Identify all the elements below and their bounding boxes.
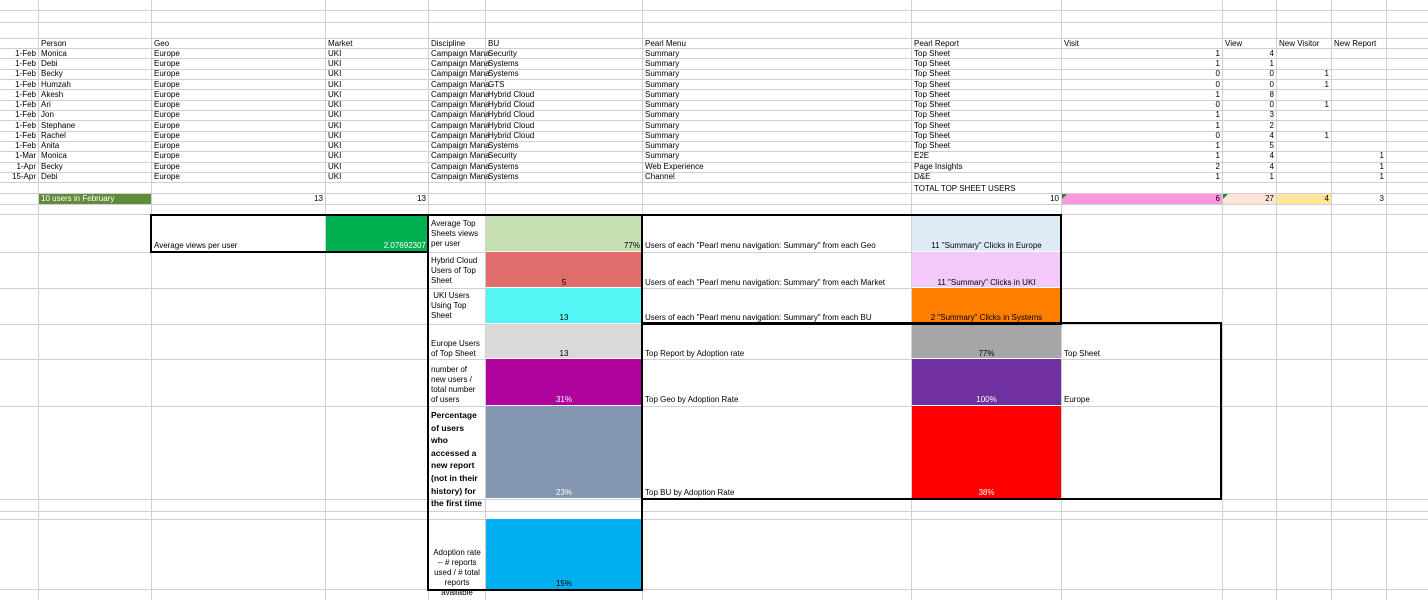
cell-date[interactable]: 1-Feb — [15, 110, 36, 120]
cell-view[interactable]: 4 — [1269, 161, 1274, 171]
header-geo[interactable]: Geo — [154, 39, 170, 48]
cell-menu[interactable]: Summary — [645, 141, 680, 151]
cell-view[interactable]: 4 — [1269, 130, 1274, 140]
cell-view[interactable]: 0 — [1269, 79, 1274, 89]
cell-visit[interactable]: 0 — [1215, 79, 1220, 89]
cell-new-report[interactable]: 1 — [1379, 151, 1384, 161]
cell-view[interactable]: 0 — [1269, 100, 1274, 110]
new-visitor-total[interactable]: 4 — [1324, 194, 1329, 203]
cell-geo[interactable]: Europe — [154, 59, 180, 69]
cell-market[interactable]: UKI — [328, 110, 342, 120]
cell-view[interactable]: 4 — [1269, 49, 1274, 58]
top-geo-value[interactable]: 100% — [976, 395, 997, 404]
top-report-value[interactable]: 77% — [978, 349, 995, 358]
cell-person[interactable]: Anita — [41, 141, 60, 151]
geo-total[interactable]: 13 — [314, 194, 323, 203]
cell-market[interactable]: UKI — [328, 49, 342, 58]
cell-date[interactable]: 1-Apr — [16, 161, 36, 171]
cell-market[interactable]: UKI — [328, 171, 342, 181]
cell-market[interactable]: UKI — [328, 89, 342, 99]
cell-discipline[interactable]: Campaign Mana — [431, 110, 490, 120]
summary-market-value[interactable]: 11 "Summary" Clicks in UKI — [937, 278, 1036, 287]
grid-line — [0, 214, 1428, 215]
cell-date[interactable]: 1-Feb — [15, 130, 36, 140]
cell-report[interactable]: Top Sheet — [914, 130, 951, 140]
cell-geo[interactable]: Europe — [154, 89, 180, 99]
summary-bu-desc[interactable]: Users of each "Pearl menu navigation: Summary" from each BU — [645, 313, 872, 322]
cell-discipline[interactable]: Campaign Mana — [431, 79, 490, 89]
cell-date[interactable]: 1-Feb — [15, 59, 36, 69]
cell-report[interactable]: Top Sheet — [914, 110, 951, 120]
header-discipline[interactable]: Discipline — [431, 39, 466, 48]
cell-visit[interactable]: 1 — [1215, 141, 1220, 151]
cell-market[interactable]: UKI — [328, 59, 342, 69]
cell-menu[interactable]: Summary — [645, 100, 680, 110]
cell-market[interactable]: UKI — [328, 130, 342, 140]
cell-market[interactable]: UKI — [328, 141, 342, 151]
new-users-label[interactable]: number of new users / total number of users — [431, 365, 476, 404]
cell-person[interactable]: Becky — [41, 69, 63, 79]
header-visit[interactable]: Visit — [1064, 39, 1079, 48]
grid-line — [0, 359, 1428, 360]
cell-view[interactable]: 8 — [1269, 89, 1274, 99]
report-total[interactable]: 10 — [1050, 194, 1059, 203]
cell-date[interactable]: 15-Apr — [11, 171, 36, 181]
summary-geo-value[interactable]: 11 "Summary" Clicks in Europe — [931, 241, 1042, 250]
cell-report[interactable]: Top Sheet — [914, 100, 951, 110]
hybrid-cloud-value[interactable]: 5 — [561, 278, 567, 287]
new-users-value[interactable]: 31% — [555, 395, 572, 404]
cell-view[interactable]: 1 — [1269, 59, 1274, 69]
pct-new-report-fill — [486, 406, 642, 498]
cell-bu[interactable]: Systems — [488, 69, 519, 79]
cell-menu[interactable]: Summary — [645, 89, 680, 99]
top-geo-name[interactable]: Europe — [1064, 395, 1090, 404]
top-report-name[interactable]: Top Sheet — [1064, 349, 1101, 358]
cell-view[interactable]: 5 — [1269, 141, 1274, 151]
cell-person[interactable]: Becky — [41, 161, 63, 171]
cell-bu[interactable]: Hybrid Cloud — [488, 89, 535, 99]
cell-view[interactable]: 0 — [1269, 69, 1274, 79]
cell-visit[interactable]: 2 — [1215, 161, 1220, 171]
cell-visit[interactable]: 1 — [1215, 59, 1220, 69]
cell-date[interactable]: 1-Feb — [15, 49, 36, 58]
europe-users-label[interactable]: Europe Users of Top Sheet — [431, 339, 480, 358]
cell-bu[interactable]: Systems — [488, 141, 519, 151]
cell-report[interactable]: E2E — [914, 151, 930, 161]
visit-total[interactable]: 6 — [1215, 194, 1220, 203]
cell-geo[interactable]: Europe — [154, 120, 180, 130]
header-market[interactable]: Market — [328, 39, 353, 48]
cell-bu[interactable]: Systems — [488, 59, 519, 69]
grid-line — [0, 589, 1428, 590]
cell-geo[interactable]: Europe — [154, 141, 180, 151]
cell-market[interactable]: UKI — [328, 100, 342, 110]
cell-report[interactable]: Top Sheet — [914, 49, 951, 58]
grid-line — [0, 519, 1428, 520]
header-new-visitor[interactable]: New Visitor — [1279, 39, 1320, 48]
cell-report[interactable]: Top Sheet — [914, 141, 951, 151]
cell-visit[interactable]: 1 — [1215, 110, 1220, 120]
cell-visit[interactable]: 1 — [1215, 151, 1220, 161]
cell-discipline[interactable]: Campaign Mana — [431, 130, 490, 140]
adoption-rate-value[interactable]: 15% — [555, 579, 572, 588]
cell-report[interactable]: Top Sheet — [914, 69, 951, 79]
cell-person[interactable]: Akesh — [41, 89, 64, 99]
total-top-sheet-label[interactable]: TOTAL TOP SHEET USERS — [914, 184, 1016, 193]
cell-geo[interactable]: Europe — [154, 171, 180, 181]
summary-bu-value[interactable]: 2 "Summary" Clicks in Systems — [930, 313, 1043, 322]
grid-line — [0, 22, 1428, 23]
cell-person[interactable]: Debi — [41, 59, 58, 69]
cell-date[interactable]: 1-Feb — [15, 79, 36, 89]
cell-geo[interactable]: Europe — [154, 151, 180, 161]
cell-person[interactable]: Monica — [41, 49, 67, 58]
cell-market[interactable]: UKI — [328, 79, 342, 89]
cell-menu[interactable]: Web Experience — [645, 161, 704, 171]
pct-new-report-value[interactable]: 23% — [555, 488, 572, 497]
header-pearl-menu[interactable]: Pearl Menu — [645, 39, 686, 48]
cell-discipline[interactable]: Campaign Mana — [431, 161, 490, 171]
cell-view[interactable]: 3 — [1269, 110, 1274, 120]
market-total[interactable]: 13 — [417, 194, 426, 203]
cell-menu[interactable]: Summary — [645, 79, 680, 89]
cell-discipline[interactable]: Campaign Mana — [431, 69, 490, 79]
cell-menu[interactable]: Summary — [645, 69, 680, 79]
header-new-report[interactable]: New Report — [1334, 39, 1377, 48]
cell-visit[interactable]: 0 — [1215, 100, 1220, 110]
cell-geo[interactable]: Europe — [154, 69, 180, 79]
cell-report[interactable]: Top Sheet — [914, 59, 951, 69]
cell-report[interactable]: Top Sheet — [914, 89, 951, 99]
cell-menu[interactable]: Summary — [645, 151, 680, 161]
grid-line — [0, 499, 1428, 500]
cell-discipline[interactable]: Campaign Mana — [431, 100, 490, 110]
cell-geo[interactable]: Europe — [154, 100, 180, 110]
cell-new-report[interactable]: 1 — [1379, 171, 1384, 181]
cell-market[interactable]: UKI — [328, 151, 342, 161]
cell-report[interactable]: D&E — [914, 171, 931, 181]
header-pearl-report[interactable]: Pearl Report — [914, 39, 959, 48]
cell-new-visitor[interactable]: 1 — [1324, 130, 1329, 140]
europe-users-value[interactable]: 13 — [559, 349, 569, 358]
cell-bu[interactable]: Systems — [488, 161, 519, 171]
cell-new-visitor[interactable]: 1 — [1324, 79, 1329, 89]
cell-date[interactable]: 1-Feb — [15, 69, 36, 79]
cell-new-report[interactable]: 1 — [1379, 161, 1384, 171]
cell-report[interactable]: Page Insights — [914, 161, 963, 171]
avg-views-label[interactable]: Average views per user — [154, 241, 238, 250]
cell-report[interactable]: Top Sheet — [914, 79, 951, 89]
cell-discipline[interactable]: Campaign Mana — [431, 89, 490, 99]
cell-visit[interactable]: 0 — [1215, 130, 1220, 140]
cell-market[interactable]: UKI — [328, 161, 342, 171]
cell-geo[interactable]: Europe — [154, 130, 180, 140]
summary-market-desc[interactable]: Users of each "Pearl menu navigation: Summary" from each Market — [645, 278, 885, 287]
cell-market[interactable]: UKI — [328, 120, 342, 130]
cell-person[interactable]: Humzah — [41, 79, 71, 89]
cell-person[interactable]: Debi — [41, 171, 58, 181]
cell-bu[interactable]: Hybrid Cloud — [488, 110, 535, 120]
grid-line — [0, 288, 1428, 289]
cell-menu[interactable]: Summary — [645, 49, 680, 58]
uki-users-value[interactable]: 13 — [559, 313, 569, 322]
cell-person[interactable]: Stephane — [41, 120, 76, 130]
cell-geo[interactable]: Europe — [154, 110, 180, 120]
top-bu-label[interactable]: Top BU by Adoption Rate — [645, 488, 735, 497]
top-bu-fill — [912, 406, 1061, 498]
cell-bu[interactable]: Security — [488, 49, 517, 58]
avg-top-sheet-value[interactable]: 77% — [623, 241, 640, 250]
cell-date[interactable]: 1-Mar — [15, 151, 36, 161]
cell-view[interactable]: 1 — [1269, 171, 1274, 181]
cell-report[interactable]: Top Sheet — [914, 120, 951, 130]
cell-menu[interactable]: Channel — [645, 171, 675, 181]
cell-person[interactable]: Jon — [41, 110, 54, 120]
new-report-total[interactable]: 3 — [1379, 194, 1384, 203]
cell-date[interactable]: 1-Feb — [15, 89, 36, 99]
cell-bu[interactable]: Hybrid Cloud — [488, 130, 535, 140]
cell-visit[interactable]: 0 — [1215, 69, 1220, 79]
cell-bu[interactable]: GTS — [488, 79, 505, 89]
cell-market[interactable]: UKI — [328, 69, 342, 79]
cell-discipline[interactable]: Campaign Mana — [431, 120, 490, 130]
grid-line — [0, 406, 1428, 407]
cell-bu[interactable]: Security — [488, 151, 517, 161]
cell-view[interactable]: 4 — [1269, 151, 1274, 161]
cell-geo[interactable]: Europe — [154, 49, 180, 58]
cell-menu[interactable]: Summary — [645, 59, 680, 69]
cell-discipline[interactable]: Campaign Mana — [431, 151, 490, 161]
hybrid-cloud-label[interactable]: Hybrid Cloud Users of Top Sheet — [431, 256, 478, 285]
users-in-february-label[interactable]: 10 users in February — [41, 194, 115, 203]
avg-views-value[interactable]: 2.07692307 — [383, 241, 426, 250]
cell-menu[interactable]: Summary — [645, 120, 680, 130]
cell-date[interactable]: 1-Feb — [15, 100, 36, 110]
top-bu-value[interactable]: 38% — [978, 488, 995, 497]
header-bu[interactable]: BU — [488, 39, 500, 48]
grid-line — [0, 182, 1428, 183]
cell-bu[interactable]: Systems — [488, 171, 519, 181]
grid-line — [0, 324, 1428, 325]
cell-person[interactable]: Rachel — [41, 130, 66, 140]
cell-geo[interactable]: Europe — [154, 79, 180, 89]
cell-discipline[interactable]: Campaign Mana — [431, 59, 490, 69]
avg-top-sheet-label[interactable]: Average Top Sheets views per user — [431, 219, 479, 248]
adoption-rate-label[interactable]: Adoption rate -- # reports used / # total reports available — [433, 548, 481, 597]
grid-line — [0, 252, 1428, 253]
cell-bu[interactable]: Hybrid Cloud — [488, 100, 535, 110]
cell-bu[interactable]: Hybrid Cloud — [488, 120, 535, 130]
grid-line — [0, 511, 1428, 512]
cell-visit[interactable]: 1 — [1215, 120, 1220, 130]
grid-line — [0, 38, 1428, 39]
grid-line — [0, 204, 1428, 205]
top-geo-label[interactable]: Top Geo by Adoption Rate — [645, 395, 739, 404]
cell-visit[interactable]: 1 — [1215, 171, 1220, 181]
cell-view[interactable]: 2 — [1269, 120, 1274, 130]
cell-discipline[interactable]: Campaign Mana — [431, 141, 490, 151]
cell-visit[interactable]: 1 — [1215, 49, 1220, 58]
cell-geo[interactable]: Europe — [154, 161, 180, 171]
cell-new-visitor[interactable]: 1 — [1324, 100, 1329, 110]
grid-line — [0, 10, 1428, 11]
cell-menu[interactable]: Summary — [645, 110, 680, 120]
summary-geo-desc[interactable]: Users of each "Pearl menu navigation: Summary" from each Geo — [645, 241, 876, 250]
header-view[interactable]: View — [1225, 39, 1243, 48]
cell-person[interactable]: Ari — [41, 100, 51, 110]
cell-person[interactable]: Monica — [41, 151, 67, 161]
header-person[interactable]: Person — [41, 39, 67, 48]
cell-new-visitor[interactable]: 1 — [1324, 69, 1329, 79]
top-report-label[interactable]: Top Report by Adoption rate — [645, 349, 745, 358]
cell-visit[interactable]: 1 — [1215, 89, 1220, 99]
cell-date[interactable]: 1-Feb — [15, 120, 36, 130]
cell-menu[interactable]: Summary — [645, 130, 680, 140]
view-total[interactable]: 27 — [1265, 194, 1274, 203]
pct-new-report-label[interactable]: Percentage of users who accessed a new report (not in their history) for the first time — [431, 410, 483, 509]
cell-date[interactable]: 1-Feb — [15, 141, 36, 151]
cell-discipline[interactable]: Campaign Mana — [431, 49, 490, 58]
uki-users-label[interactable]: UKI Users Using Top Sheet — [431, 291, 472, 320]
cell-discipline[interactable]: Campaign Mana — [431, 171, 490, 181]
